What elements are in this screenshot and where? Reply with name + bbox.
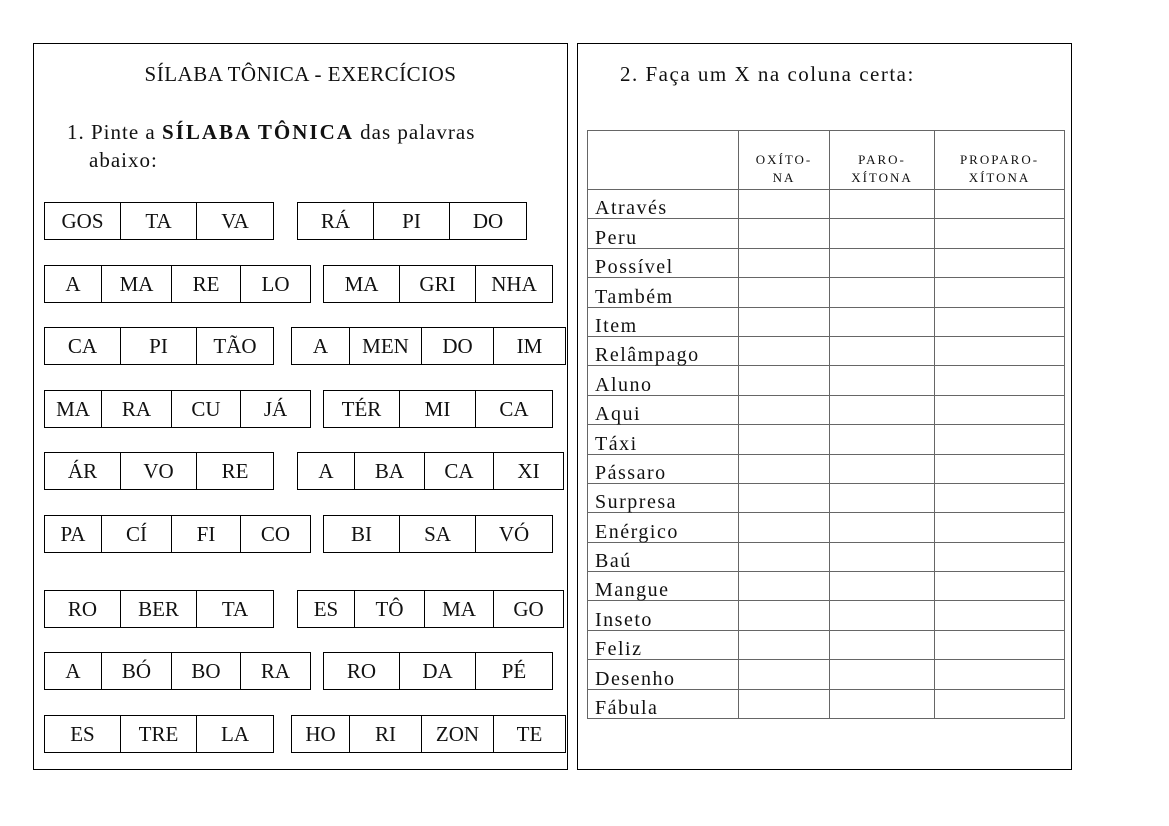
answer-cell-oxitona[interactable] bbox=[739, 660, 830, 689]
word-cell: Surpresa bbox=[588, 483, 739, 512]
table-row bbox=[588, 278, 1065, 307]
syllable-box[interactable]: SA bbox=[400, 516, 476, 552]
syllable-box[interactable]: RE bbox=[221, 458, 249, 483]
answer-cell-paroxitona[interactable] bbox=[830, 572, 935, 601]
word-syllable-row bbox=[44, 265, 311, 303]
syllable-box[interactable]: TE bbox=[516, 721, 543, 746]
answer-cell-proparoxitona[interactable] bbox=[935, 572, 1065, 601]
syllable-box[interactable]: DO bbox=[472, 208, 504, 233]
answer-cell-paroxitona[interactable] bbox=[830, 248, 935, 277]
table-row bbox=[588, 572, 1065, 601]
syllable-box[interactable]: ÁR bbox=[45, 453, 121, 489]
syllable-box[interactable]: LA bbox=[221, 721, 249, 746]
answer-cell-oxitona[interactable] bbox=[739, 454, 830, 483]
syllable-box[interactable]: MA bbox=[425, 591, 494, 627]
question-1 bbox=[67, 118, 557, 174]
answer-cell-paroxitona[interactable] bbox=[830, 190, 935, 219]
table-row bbox=[588, 395, 1065, 424]
answer-cell-proparoxitona[interactable] bbox=[935, 689, 1065, 718]
answer-cell-proparoxitona[interactable] bbox=[935, 366, 1065, 395]
word-syllable-row bbox=[291, 327, 566, 365]
answer-cell-proparoxitona[interactable] bbox=[935, 219, 1065, 248]
syllable-box[interactable]: LO bbox=[261, 271, 290, 296]
q1-suffix: das palavras bbox=[353, 120, 476, 144]
answer-cell-oxitona[interactable] bbox=[739, 248, 830, 277]
right-exercise-panel bbox=[577, 43, 1072, 770]
answer-cell-paroxitona[interactable] bbox=[830, 219, 935, 248]
answer-cell-proparoxitona[interactable] bbox=[935, 513, 1065, 542]
word-syllable-row bbox=[297, 452, 564, 490]
table-row bbox=[588, 630, 1065, 659]
header-proparoxitona: PROPARO- XÍTONA bbox=[935, 131, 1065, 190]
word-syllable-row bbox=[291, 715, 566, 753]
syllable-box[interactable]: A bbox=[292, 328, 350, 364]
q1-line2: abaixo: bbox=[89, 148, 158, 172]
table-row bbox=[588, 689, 1065, 718]
word-cell: Aqui bbox=[588, 395, 739, 424]
word-syllable-row bbox=[44, 452, 274, 490]
syllable-box[interactable]: MI bbox=[400, 391, 476, 427]
answer-cell-oxitona[interactable] bbox=[739, 572, 830, 601]
word-cell: Item bbox=[588, 307, 739, 336]
syllable-box[interactable]: RÁ bbox=[298, 203, 374, 239]
answer-cell-proparoxitona[interactable] bbox=[935, 601, 1065, 630]
syllable-box[interactable]: IM bbox=[516, 333, 543, 358]
word-cell: Possível bbox=[588, 248, 739, 277]
syllable-box[interactable]: HO bbox=[292, 716, 350, 752]
syllable-box[interactable]: CA bbox=[45, 328, 121, 364]
word-cell: Peru bbox=[588, 219, 739, 248]
table-header-row bbox=[588, 131, 1065, 190]
syllable-box[interactable]: BÓ bbox=[102, 653, 172, 689]
syllable-box[interactable]: MEN bbox=[350, 328, 422, 364]
answer-cell-oxitona[interactable] bbox=[739, 219, 830, 248]
syllable-box[interactable]: PI bbox=[374, 203, 450, 239]
answer-cell-proparoxitona[interactable] bbox=[935, 190, 1065, 219]
word-cell: Pássaro bbox=[588, 454, 739, 483]
answer-cell-proparoxitona[interactable] bbox=[935, 248, 1065, 277]
answer-cell-proparoxitona[interactable] bbox=[935, 278, 1065, 307]
answer-cell-proparoxitona[interactable] bbox=[935, 542, 1065, 571]
syllable-box[interactable]: A bbox=[45, 653, 102, 689]
table-row bbox=[588, 366, 1065, 395]
answer-cell-oxitona[interactable] bbox=[739, 483, 830, 512]
syllable-box[interactable]: TA bbox=[121, 203, 197, 239]
answer-cell-oxitona[interactable] bbox=[739, 425, 830, 454]
table-row bbox=[588, 219, 1065, 248]
word-syllable-row bbox=[323, 515, 553, 553]
word-cell: Fábula bbox=[588, 689, 739, 718]
syllable-box[interactable]: RA bbox=[102, 391, 172, 427]
answer-cell-paroxitona[interactable] bbox=[830, 336, 935, 365]
syllable-box[interactable]: MA bbox=[324, 266, 400, 302]
word-cell: Feliz bbox=[588, 630, 739, 659]
syllable-box[interactable]: CA bbox=[425, 453, 494, 489]
syllable-box[interactable]: VO bbox=[121, 453, 197, 489]
word-syllable-row bbox=[44, 715, 274, 753]
word-cell: Inseto bbox=[588, 601, 739, 630]
syllable-box[interactable]: XI bbox=[517, 458, 540, 483]
answer-cell-paroxitona[interactable] bbox=[830, 366, 935, 395]
syllable-box[interactable]: TRE bbox=[121, 716, 197, 752]
syllable-box[interactable]: MA bbox=[45, 391, 102, 427]
syllable-box[interactable]: PÉ bbox=[501, 658, 527, 683]
syllable-box[interactable]: TÃO bbox=[213, 333, 257, 358]
answer-cell-proparoxitona[interactable] bbox=[935, 483, 1065, 512]
table-row bbox=[588, 601, 1065, 630]
word-syllable-row bbox=[44, 515, 311, 553]
word-syllable-row bbox=[44, 390, 311, 428]
q1-bold: SÍLABA TÔNICA bbox=[162, 120, 354, 144]
word-cell: Relâmpago bbox=[588, 336, 739, 365]
word-syllable-row bbox=[297, 202, 527, 240]
word-cell: Enérgico bbox=[588, 513, 739, 542]
syllable-box[interactable]: A bbox=[45, 266, 102, 302]
table-row bbox=[588, 660, 1065, 689]
syllable-box[interactable]: BER bbox=[121, 591, 197, 627]
answer-cell-proparoxitona[interactable] bbox=[935, 630, 1065, 659]
answer-cell-paroxitona[interactable] bbox=[830, 660, 935, 689]
question-2: 2. Faça um X na coluna certa: bbox=[620, 62, 915, 86]
syllable-box[interactable]: GRI bbox=[400, 266, 476, 302]
table-row bbox=[588, 248, 1065, 277]
word-cell: Através bbox=[588, 190, 739, 219]
word-syllable-row bbox=[44, 590, 274, 628]
word-syllable-row bbox=[323, 390, 553, 428]
syllable-box[interactable]: VA bbox=[221, 208, 249, 233]
answer-cell-oxitona[interactable] bbox=[739, 336, 830, 365]
answer-cell-paroxitona[interactable] bbox=[830, 483, 935, 512]
syllable-box[interactable]: RI bbox=[350, 716, 422, 752]
word-syllable-row bbox=[323, 265, 553, 303]
answer-cell-paroxitona[interactable] bbox=[830, 307, 935, 336]
syllable-box[interactable]: A bbox=[298, 453, 355, 489]
answer-cell-oxitona[interactable] bbox=[739, 307, 830, 336]
syllable-box[interactable]: RE bbox=[172, 266, 241, 302]
word-cell: Mangue bbox=[588, 572, 739, 601]
table-row bbox=[588, 542, 1065, 571]
syllable-box[interactable]: CA bbox=[499, 396, 529, 421]
syllable-box[interactable]: RA bbox=[260, 658, 291, 683]
word-cell: Baú bbox=[588, 542, 739, 571]
syllable-box[interactable]: JÁ bbox=[263, 396, 288, 421]
syllable-box[interactable]: ZON bbox=[422, 716, 494, 752]
answer-cell-proparoxitona[interactable] bbox=[935, 660, 1065, 689]
syllable-box[interactable]: RO bbox=[45, 591, 121, 627]
table-row bbox=[588, 425, 1065, 454]
table-row bbox=[588, 513, 1065, 542]
answer-cell-paroxitona[interactable] bbox=[830, 601, 935, 630]
answer-cell-paroxitona[interactable] bbox=[830, 454, 935, 483]
answer-cell-paroxitona[interactable] bbox=[830, 542, 935, 571]
table-row bbox=[588, 307, 1065, 336]
answer-cell-proparoxitona[interactable] bbox=[935, 336, 1065, 365]
word-cell: Aluno bbox=[588, 366, 739, 395]
syllable-box[interactable]: DO bbox=[422, 328, 494, 364]
table-row bbox=[588, 190, 1065, 219]
syllable-box[interactable]: BI bbox=[324, 516, 400, 552]
syllable-box[interactable]: RO bbox=[324, 653, 400, 689]
syllable-box[interactable]: GOS bbox=[45, 203, 121, 239]
word-syllable-row bbox=[44, 652, 311, 690]
syllable-box[interactable]: BO bbox=[172, 653, 241, 689]
word-syllable-row bbox=[44, 327, 274, 365]
answer-cell-paroxitona[interactable] bbox=[830, 630, 935, 659]
table-row bbox=[588, 454, 1065, 483]
header-oxitona: OXÍTO- NA bbox=[739, 131, 830, 190]
page-title: SÍLABA TÔNICA - EXERCÍCIOS bbox=[144, 62, 457, 86]
answer-cell-paroxitona[interactable] bbox=[830, 689, 935, 718]
answer-cell-oxitona[interactable] bbox=[739, 190, 830, 219]
answer-cell-proparoxitona[interactable] bbox=[935, 454, 1065, 483]
answer-cell-oxitona[interactable] bbox=[739, 278, 830, 307]
word-cell: Táxi bbox=[588, 425, 739, 454]
answer-cell-proparoxitona[interactable] bbox=[935, 395, 1065, 424]
syllable-box[interactable]: MA bbox=[102, 266, 172, 302]
answer-cell-paroxitona[interactable] bbox=[830, 425, 935, 454]
classification-table bbox=[587, 130, 1065, 719]
answer-cell-oxitona[interactable] bbox=[739, 395, 830, 424]
answer-cell-oxitona[interactable] bbox=[739, 689, 830, 718]
answer-cell-oxitona[interactable] bbox=[739, 513, 830, 542]
answer-cell-proparoxitona[interactable] bbox=[935, 425, 1065, 454]
syllable-box[interactable]: CO bbox=[260, 521, 291, 546]
syllable-box[interactable]: TÉR bbox=[324, 391, 400, 427]
syllable-box[interactable]: ES bbox=[45, 716, 121, 752]
q1-prefix: 1. Pinte a bbox=[67, 120, 162, 144]
word-cell: Desenho bbox=[588, 660, 739, 689]
answer-cell-paroxitona[interactable] bbox=[830, 513, 935, 542]
left-exercise-panel bbox=[33, 43, 568, 770]
table-row bbox=[588, 336, 1065, 365]
answer-cell-paroxitona[interactable] bbox=[830, 395, 935, 424]
answer-cell-oxitona[interactable] bbox=[739, 366, 830, 395]
word-syllable-row bbox=[323, 652, 553, 690]
syllable-box[interactable]: CU bbox=[172, 391, 241, 427]
syllable-box[interactable]: FI bbox=[172, 516, 241, 552]
answer-cell-oxitona[interactable] bbox=[739, 601, 830, 630]
syllable-box[interactable]: GO bbox=[513, 596, 544, 621]
syllable-box[interactable]: PI bbox=[121, 328, 197, 364]
syllable-box[interactable]: BA bbox=[355, 453, 425, 489]
syllable-box[interactable]: NHA bbox=[491, 271, 537, 296]
syllable-box[interactable]: TÔ bbox=[355, 591, 425, 627]
syllable-box[interactable]: DA bbox=[400, 653, 476, 689]
header-paroxitona: PARO- XÍTONA bbox=[830, 131, 935, 190]
syllable-box[interactable]: PA bbox=[45, 516, 102, 552]
syllable-box[interactable]: TA bbox=[221, 596, 249, 621]
answer-cell-oxitona[interactable] bbox=[739, 542, 830, 571]
table-row bbox=[588, 483, 1065, 512]
answer-cell-oxitona[interactable] bbox=[739, 630, 830, 659]
syllable-box[interactable]: CÍ bbox=[102, 516, 172, 552]
answer-cell-proparoxitona[interactable] bbox=[935, 307, 1065, 336]
word-syllable-row bbox=[297, 590, 564, 628]
answer-cell-paroxitona[interactable] bbox=[830, 278, 935, 307]
word-cell: Também bbox=[588, 278, 739, 307]
syllable-box[interactable]: ES bbox=[298, 591, 355, 627]
syllable-box[interactable]: VÓ bbox=[498, 521, 530, 546]
word-syllable-row bbox=[44, 202, 274, 240]
header-word-col bbox=[588, 131, 739, 190]
